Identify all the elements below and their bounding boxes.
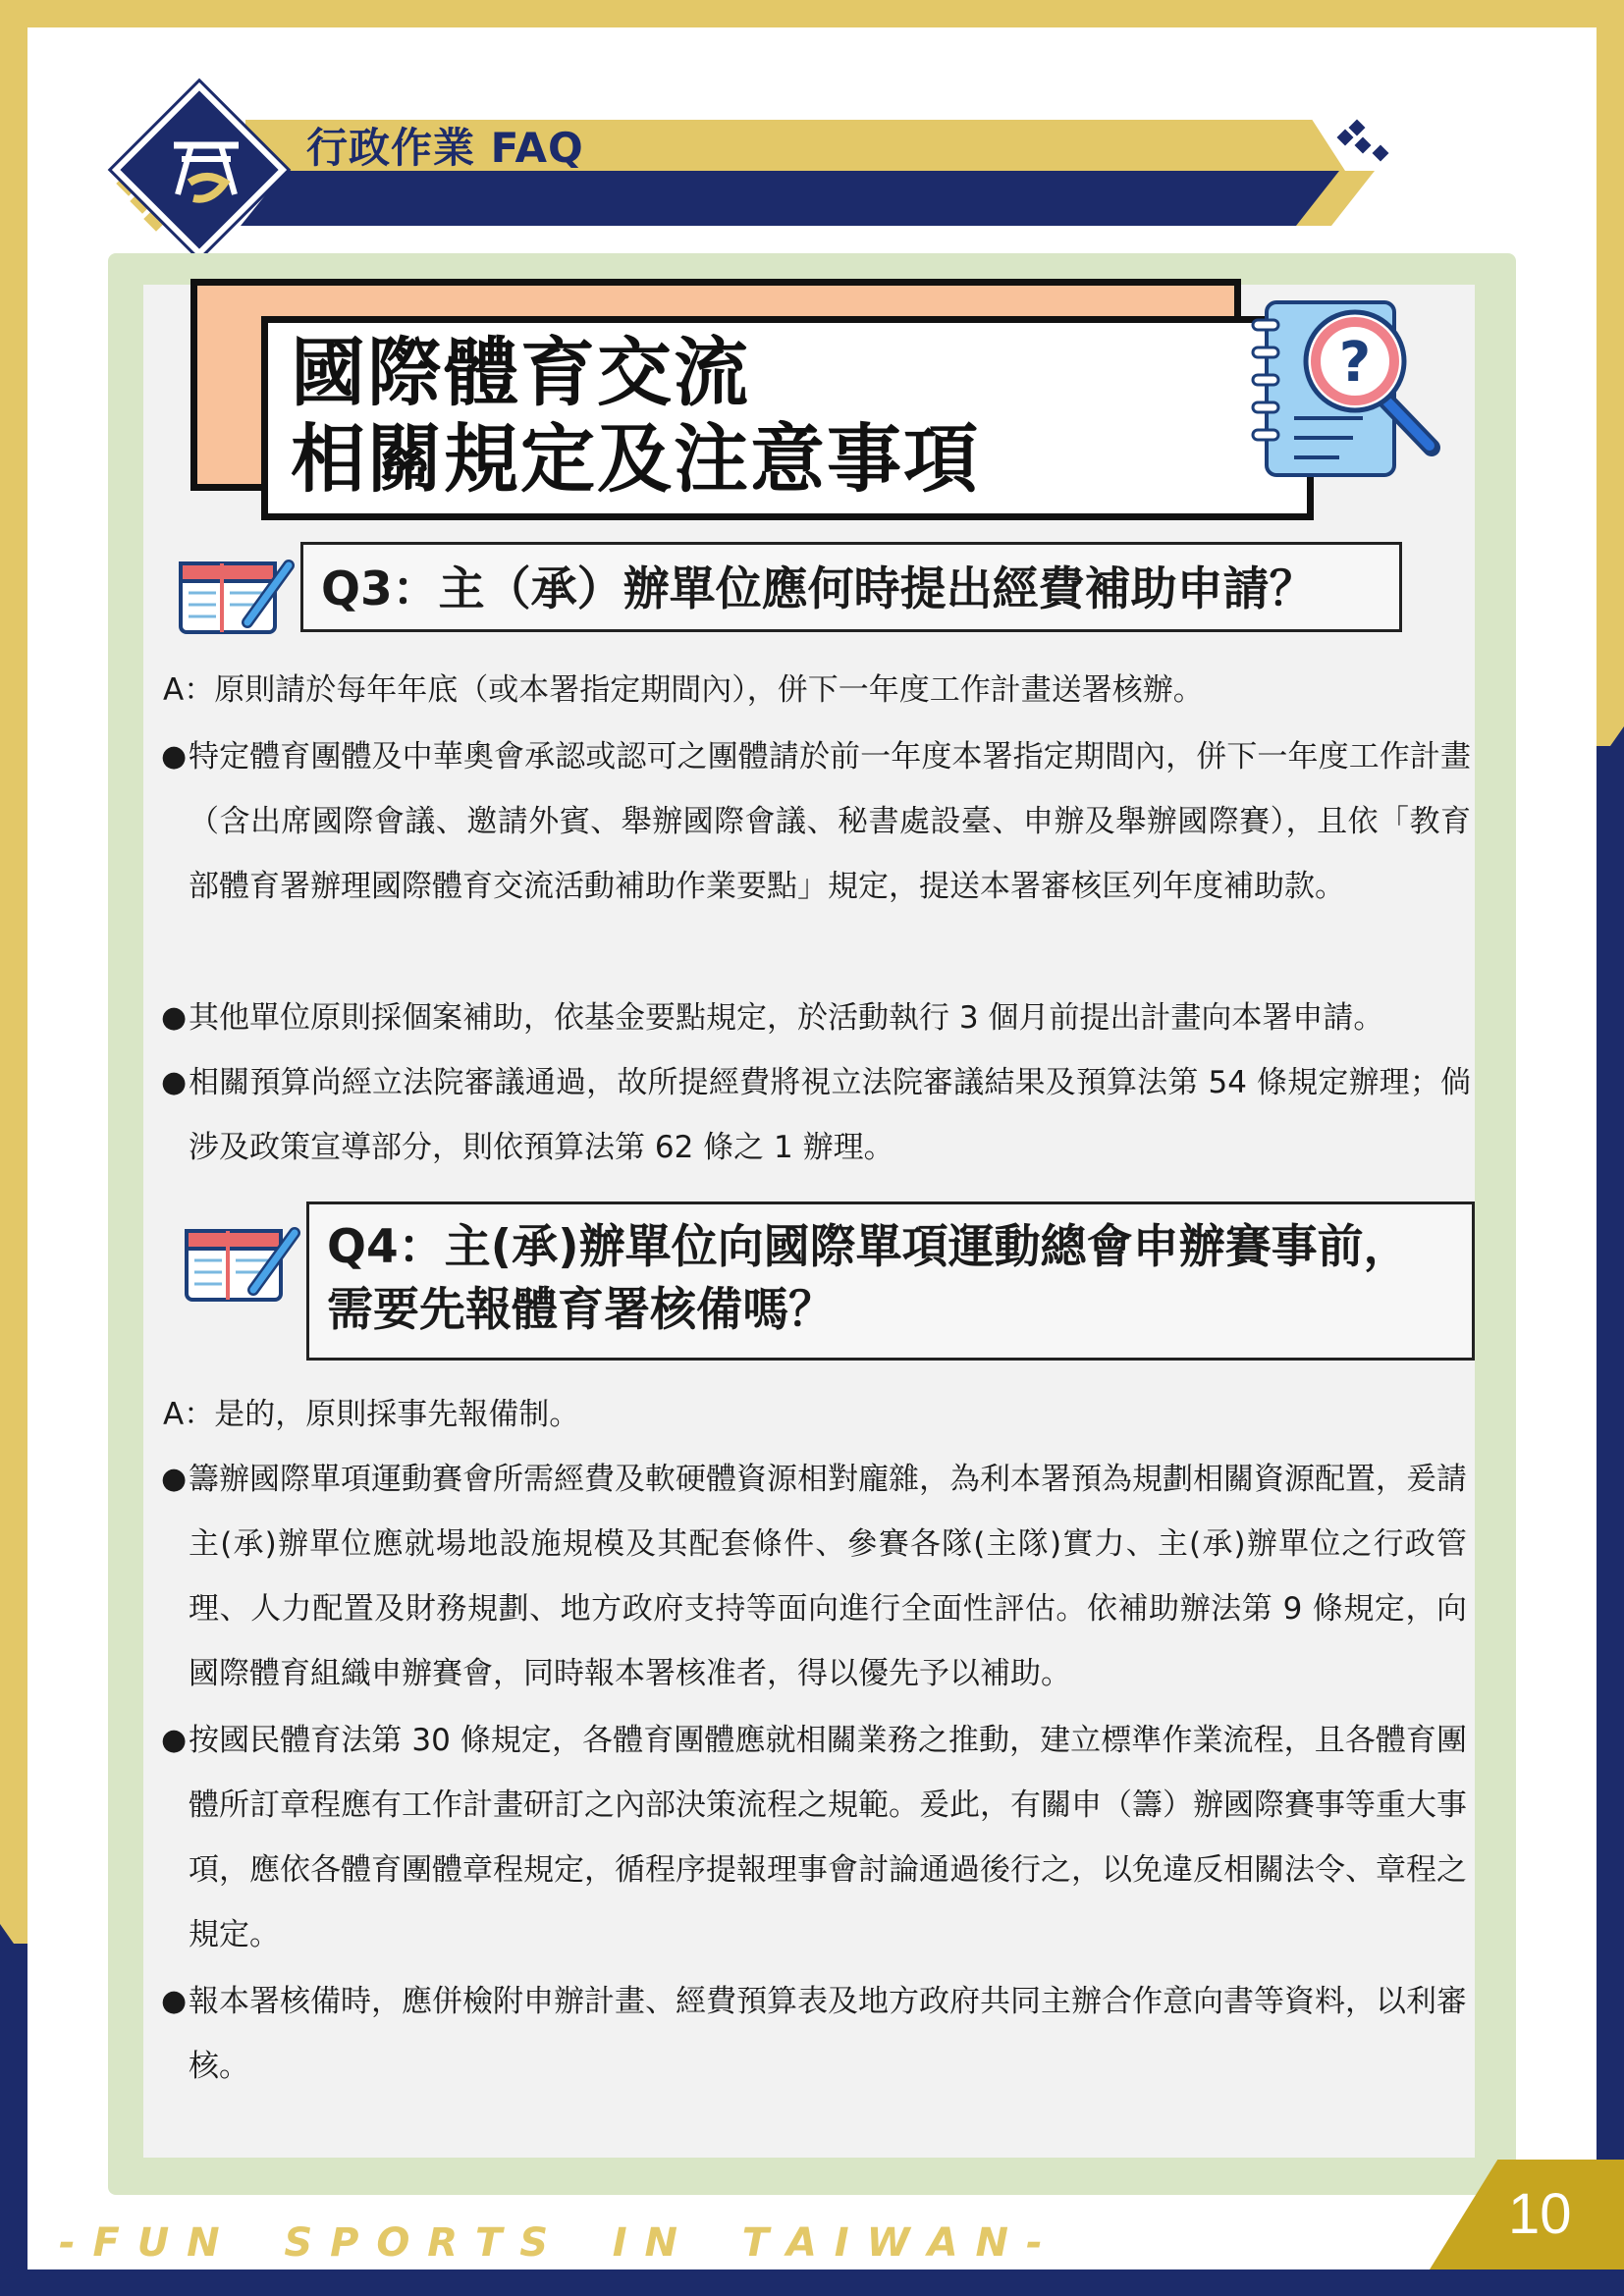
bullet-dot-icon: ● <box>161 1462 188 1496</box>
banner-title <box>291 330 980 503</box>
svg-text:?: ? <box>1338 331 1372 395</box>
q3-bullet-3-text: 相關預算尚經立法院審議通過，故所提經費將視立法院審議結果及預算法第 54 條規定辦理；倘涉及政策宣導部分，則依預算法第 62 條之 1 辦理。 <box>189 1065 1471 1165</box>
q3-answer: A：原則請於每年年底（或本署指定期間內），併下一年度工作計畫送署核辦。 <box>163 672 1204 708</box>
bullet-dot-icon: ● <box>161 1065 188 1099</box>
q3-question-box <box>300 542 1402 632</box>
sports-administration-logo-icon <box>152 126 260 214</box>
q4-bullet-3 <box>161 1969 1467 2099</box>
bullet-dot-icon: ● <box>161 739 188 774</box>
q4-bullet-1 <box>161 1447 1467 1706</box>
notebook-pencil-icon <box>175 556 298 638</box>
q4-question-line1: Q4：主(承)辦單位向國際單項運動總會申辦賽事前， <box>327 1220 1410 1274</box>
banner-title-line2: 相關規定及注意事項 <box>291 415 980 503</box>
q4-question-line2: 需要先報體育署核備嗎？ <box>327 1283 835 1337</box>
q4-bullet-3-text: 報本署核備時，應併檢附申辦計畫、經費預算表及地方政府共同主辦合作意向書等資料，以利審核。 <box>189 1984 1467 2084</box>
q3-bullet-1-text: 特定體育團體及中華奧會承認或認可之團體請於前一年度本署指定期間內，併下一年度工作計畫（含出席國際會議、邀請外賓、舉辦國際會議、秘書處設臺、申辦及舉辦國際賽），且依「教育部體育署辦理國際體育交流活動補助作業要點」規定，提送本署審核匡列年度補助款。 <box>189 739 1471 904</box>
header-navy-bar <box>241 171 1350 226</box>
q3-bullet-2-text: 其他單位原則採個案補助，依基金要點規定，於活動執行 3 個月前提出計畫向本署申請。 <box>189 1000 1384 1036</box>
notebook-pencil-icon <box>181 1223 304 1306</box>
faq-magnifier-icon <box>1245 291 1449 493</box>
q3-bullet-1 <box>161 724 1471 919</box>
footer-slogan: - F U N S P O R T S I N T A I W A N - <box>59 2220 1045 2266</box>
q4-answer: A：是的，原則採事先報備制。 <box>163 1397 580 1432</box>
q4-bullet-1-text: 籌辦國際單項運動賽會所需經費及軟硬體資源相對龐雜，為利本署預為規劃相關資源配置，爰請主(承)辦單位應就場地設施規模及其配套條件、參賽各隊(主隊)實力、主(承)辦單位之行政管理、人力配置及財務規劃、地方政府支持等面向進行全面性評估。依補助辦法第 9 條規定，向國際體育組織申辦賽會，同時報本署核准者，得以優先予以補助。 <box>189 1462 1467 1691</box>
header-title: 行政作業 FAQ <box>306 124 584 172</box>
q4-bullet-2-text: 按國民體育法第 30 條規定，各體育團體應就相關業務之推動，建立標準作業流程，且各體育團體所訂章程應有工作計畫研訂之內部決策流程之規範。爰此，有關申（籌）辦國際賽事等重大事項，應依各體育團體章程規定，循程序提報理事會討論通過後行之，以免違反相關法令、章程之規定。 <box>189 1723 1467 1952</box>
q3-bullet-3 <box>161 1050 1471 1180</box>
frame-left-accent <box>0 1944 27 2296</box>
q3-question: Q3：主（承）辦單位應何時提出經費補助申請？ <box>321 562 1316 616</box>
banner-title-line1: 國際體育交流 <box>291 329 750 416</box>
header-dots-decoration <box>1335 126 1394 165</box>
frame-top-border <box>0 0 1624 27</box>
q4-question-box <box>306 1201 1475 1361</box>
page-number: 10 <box>1508 2182 1572 2246</box>
q4-bullet-2 <box>161 1708 1467 1967</box>
bullet-dot-icon: ● <box>161 1723 188 1757</box>
frame-right-accent <box>1597 746 1624 2296</box>
q3-bullet-2 <box>161 986 1471 1050</box>
bullet-dot-icon: ● <box>161 1984 188 2018</box>
footer-navy-bar <box>0 2269 1624 2296</box>
bullet-dot-icon: ● <box>161 1000 188 1035</box>
